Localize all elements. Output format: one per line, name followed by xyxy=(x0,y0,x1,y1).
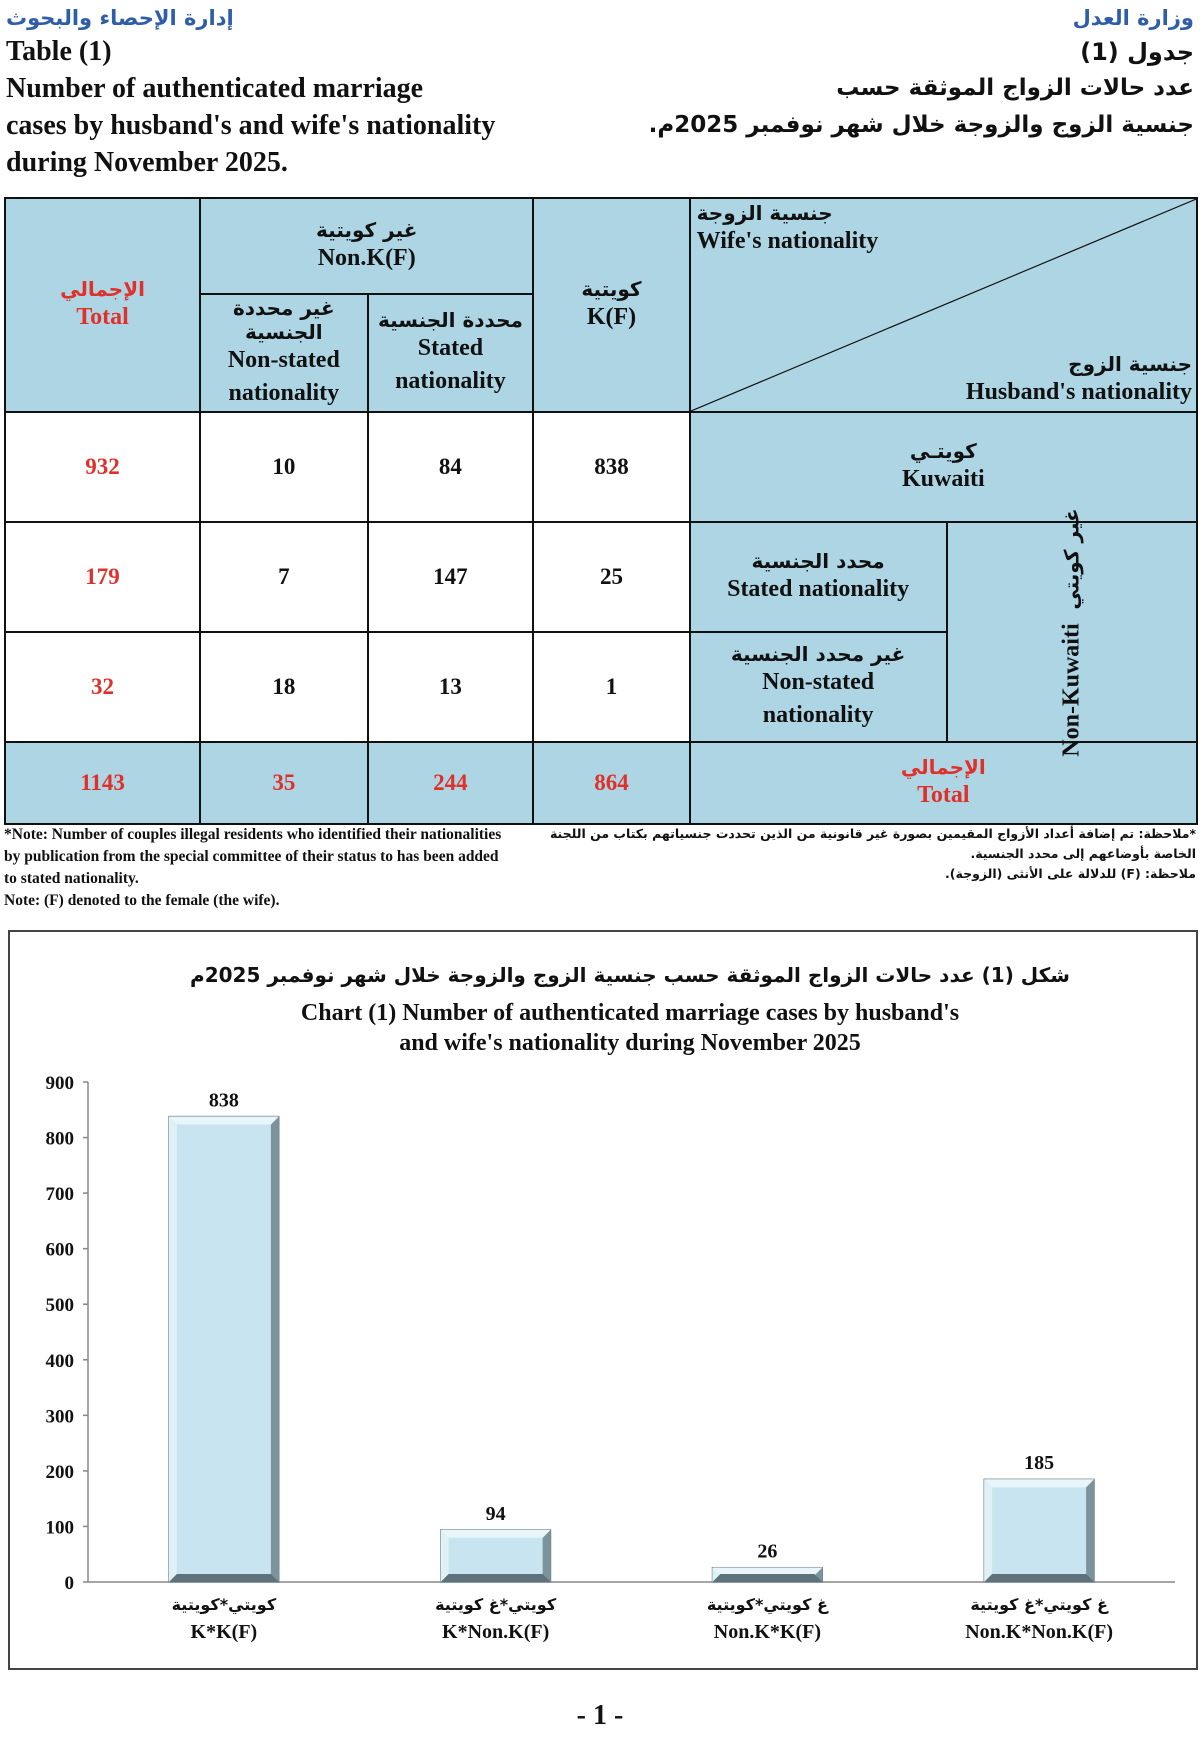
note-en-4: Note: (F) denoted to the female (the wife). xyxy=(4,892,280,909)
title-en-line-1: Number of authenticated marriage xyxy=(6,73,424,104)
row-nonstated-stated: 13 xyxy=(368,632,534,742)
row-nonstated-total: 32 xyxy=(5,632,200,742)
row-stated-nonstated: 7 xyxy=(200,522,367,632)
bar-shade-left xyxy=(169,1116,177,1582)
header-right xyxy=(594,2,1194,144)
header-nonkuwaiti-wife xyxy=(200,198,533,294)
row-kuwaiti-label xyxy=(690,412,1197,522)
bar xyxy=(169,1116,279,1582)
x-tick-label: K*K(F) xyxy=(190,1621,258,1643)
title-ar-line-1: عدد حالات الزواج الموثقة حسب xyxy=(836,75,1194,101)
department-name: إدارة الإحصاء والبحوث xyxy=(6,6,234,30)
x-tick-label: K*Non.K(F) xyxy=(442,1621,550,1643)
chart-plot-area xyxy=(46,1073,1176,1643)
header-nonk-ar: غير كويتية xyxy=(316,217,418,242)
total-row-label-en: Total xyxy=(917,781,970,808)
row-kuwaiti-label-ar: كويتـي xyxy=(909,438,977,463)
row-stated-label-en: Stated nationality xyxy=(727,575,910,602)
bar-shade-bottom xyxy=(712,1574,822,1582)
header-nonstated-en-1: Non-stated xyxy=(227,347,340,373)
notes-en xyxy=(4,824,594,912)
bar-value-label: 838 xyxy=(208,1089,239,1112)
title-ar-line-2: جنسية الزوج والزوجة خلال شهر نوفمبر 2025م. xyxy=(648,112,1194,138)
row-stated-total: 179 xyxy=(5,522,200,632)
title-en-line-3: during November 2025. xyxy=(6,147,288,178)
header-nonstated-ar: غير محددة الجنسية xyxy=(232,296,335,344)
bar-shade-left xyxy=(984,1479,992,1582)
total-row-label xyxy=(690,742,1197,824)
notes-ar xyxy=(549,824,1196,884)
header-stated-wife xyxy=(368,294,534,412)
header-nonk-en: Non.K(F) xyxy=(317,244,416,271)
header-total-en: Total xyxy=(76,303,129,330)
note-ar-1: *ملاحظة: تم إضافة أعداد الأزواج المقيمين بصورة غير قانونية من الذين تحددت جنسياتهم بكتاب من اللجنة xyxy=(549,826,1196,841)
bar-shade-bottom xyxy=(169,1574,279,1582)
y-tick-label: 400 xyxy=(45,1350,74,1372)
note-en-3: to stated nationality. xyxy=(4,870,139,887)
x-tick-label-ar: كويتي*كويتية xyxy=(171,1595,277,1614)
row-nonstated-label-ar: غير محدد الجنسية xyxy=(730,642,906,666)
bar xyxy=(984,1479,1094,1582)
row-nonstated-nonstated: 18 xyxy=(200,632,367,742)
note-ar-2: الخاصة بأوضاعهم إلى محدد الجنسية. xyxy=(970,846,1196,861)
row-kuwaiti-k: 838 xyxy=(533,412,689,522)
y-tick-label: 700 xyxy=(45,1184,74,1206)
marriage-cases-table xyxy=(4,197,1198,825)
row-stated-label xyxy=(690,522,947,632)
x-tick-label-ar: غ كويتي*كويتية xyxy=(706,1595,828,1614)
x-tick-label: Non.K*Non.K(F) xyxy=(965,1621,1114,1643)
x-tick-label: Non.K*K(F) xyxy=(713,1621,821,1643)
chart-container xyxy=(8,930,1198,1670)
bar-shade-top xyxy=(441,1530,551,1538)
header-kuwaiti-en: K(F) xyxy=(586,303,637,330)
corner-wife-en: Wife's nationality xyxy=(696,228,879,254)
chart-title-en-2: and wife's nationality during November 2025 xyxy=(399,1030,861,1056)
corner-wife-ar: جنسية الزوجة xyxy=(696,201,833,225)
y-tick-label: 500 xyxy=(45,1295,74,1317)
row-kuwaiti-stated: 84 xyxy=(368,412,534,522)
row-stated-stated: 147 xyxy=(368,522,534,632)
page-number: - 1 - xyxy=(576,1700,624,1731)
row-nonstated-label-en: Non-stated xyxy=(762,669,875,695)
x-tick-label-ar: كويتي*غ كويتية xyxy=(435,1595,557,1614)
header-left xyxy=(6,2,606,181)
total-row-label-ar: الإجمالي xyxy=(900,754,986,779)
bar-shade-left xyxy=(441,1530,449,1582)
table-number-en: Table (1) xyxy=(6,36,112,67)
note-en-1: *Note: Number of couples illegal residents who identified their nationalities xyxy=(4,826,502,843)
row-kuwaiti-label-en: Kuwaiti xyxy=(901,465,985,492)
row-nonstated-label xyxy=(690,632,947,742)
nonkuwaiti-group-label xyxy=(947,507,1197,757)
chart-title-en-1: Chart (1) Number of authenticated marriage cases by husband's xyxy=(300,1000,960,1026)
row-stated-k: 25 xyxy=(533,522,689,632)
chart-title-ar: شكل (1) عدد حالات الزواج الموثقة حسب جنسية الزوج والزوجة خلال شهر نوفمبر 2025م xyxy=(190,963,1070,987)
nonkuwaiti-group-ar: غير كويتي xyxy=(1059,507,1084,610)
bar-shade-right xyxy=(543,1530,551,1582)
bar-shade-right xyxy=(271,1116,279,1582)
bar-shade-top xyxy=(984,1479,1094,1487)
y-tick-label: 100 xyxy=(45,1517,74,1539)
row-nonstated-label-en-2: nationality xyxy=(762,702,874,728)
y-tick-label: 900 xyxy=(45,1073,74,1094)
note-en-2: by publication from the special committee of their status to has been added xyxy=(4,848,499,865)
total-k: 864 xyxy=(533,742,689,824)
grand-total: 1143 xyxy=(5,742,200,824)
bar-shade-bottom xyxy=(984,1574,1094,1582)
total-stated: 244 xyxy=(368,742,534,824)
header-stated-ar: محددة الجنسية xyxy=(377,308,523,332)
row-stated-label-ar: محدد الجنسية xyxy=(751,548,885,573)
total-nonstated: 35 xyxy=(200,742,367,824)
header-stated-en-1: Stated xyxy=(417,335,484,361)
y-tick-label: 600 xyxy=(45,1239,74,1261)
bar-value-label: 94 xyxy=(485,1502,506,1525)
corner-husband-en: Husband's nationality xyxy=(965,379,1192,405)
header-nonstated-en-2: nationality xyxy=(228,380,340,406)
nonkuwaiti-group-en: Non-Kuwaiti xyxy=(1058,622,1085,757)
row-kuwaiti-total: 932 xyxy=(5,412,200,522)
bar-value-label: 26 xyxy=(757,1540,778,1563)
bar-value-label: 185 xyxy=(1024,1452,1055,1475)
header-nonstated-wife xyxy=(200,294,367,412)
title-en-line-2: cases by husband's and wife's nationality xyxy=(6,110,496,141)
x-tick-label-ar: غ كويتي*غ كويتية xyxy=(970,1595,1108,1614)
row-kuwaiti-nonstated: 10 xyxy=(200,412,367,522)
bar-shade-bottom xyxy=(441,1574,551,1582)
header-total-ar: الإجمالي xyxy=(60,276,145,301)
y-tick-label: 300 xyxy=(45,1406,74,1428)
note-ar-3: ملاحظة: (F) للدلالة على الأنثى (الزوجة). xyxy=(945,866,1196,881)
ministry-name: وزارة العدل xyxy=(1072,6,1194,30)
y-tick-label: 200 xyxy=(45,1461,74,1483)
corner-header xyxy=(690,198,1197,412)
header-stated-en-2: nationality xyxy=(395,368,506,394)
table-number-ar: جدول (1) xyxy=(1080,38,1194,66)
bar-shade-right xyxy=(1086,1479,1094,1582)
header-total xyxy=(5,198,200,412)
corner-husband-ar: جنسية الزوج xyxy=(1068,352,1192,376)
y-tick-label: 800 xyxy=(45,1128,74,1150)
bar-chart xyxy=(10,932,1196,1668)
header-kuwaiti-ar: كويتية xyxy=(581,276,642,301)
header-kuwaiti-wife xyxy=(533,198,689,412)
y-tick-label: 0 xyxy=(64,1573,74,1594)
row-nonstated-k: 1 xyxy=(533,632,689,742)
bar-shade-top xyxy=(169,1116,279,1124)
